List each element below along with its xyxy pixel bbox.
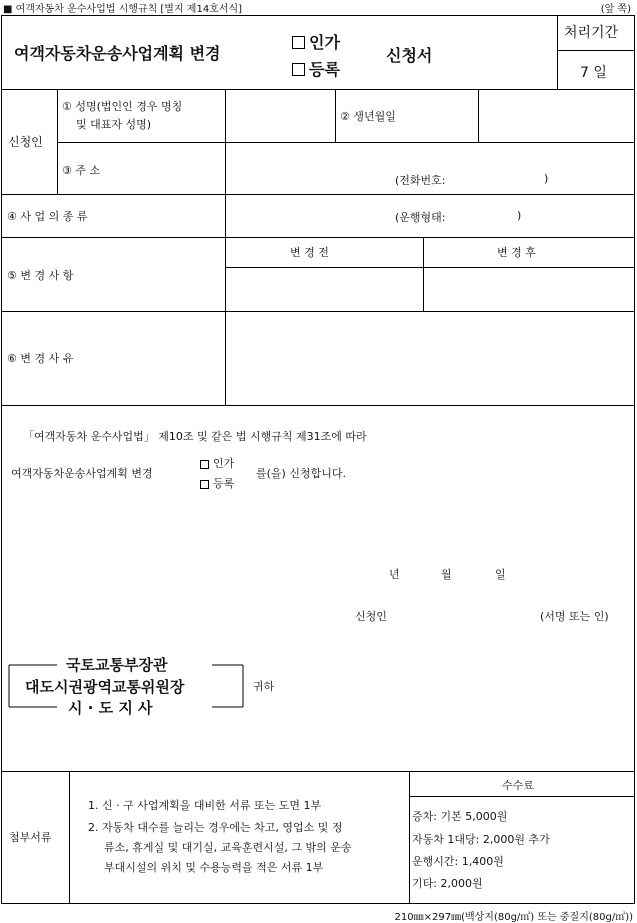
attachment-item-2-cont2: 부대시설의 위치 및 수용능력을 적은 서류 1부 [104,861,324,874]
paper-spec: 210㎜×297㎜(백상지(80g/㎡) 또는 중질지(80g/㎡)) [394,912,633,923]
statement-option-registration[interactable]: 등록 [200,475,234,491]
checkbox-icon [200,480,209,489]
title-option-registration[interactable]: 등록 [292,57,340,80]
after-change-label: 변 경 후 [497,246,536,259]
statement-line2-prefix: 여객자동차운송사업계획 변경 [11,467,153,480]
applicant-section-label: 신청인 [8,135,43,149]
signature-note: (서명 또는 인) [540,610,609,623]
birth-field[interactable] [481,92,631,140]
form-title: 여객자동차운송사업계획 변경 [14,44,221,63]
business-type-label: ④ 사 업 의 종 류 [7,210,88,223]
name-label-sub: 및 대표자 성명) [76,118,152,131]
phone-label: (전화번호: [395,174,446,187]
attachment-item-2-cont: 류소, 휴게실 및 대기실, 교육훈련시설, 그 밖의 운송 [104,841,352,854]
recipient-suffix: 귀하 [253,680,275,693]
date-day: 일 [495,568,506,581]
checkbox-icon [200,460,209,469]
before-change-field[interactable] [228,270,420,308]
name-field[interactable] [228,92,332,140]
attachment-item-1: 1. 신 · 구 사업계획을 대비한 서류 또는 도면 1부 [88,799,322,812]
change-items-label: ⑤ 변 경 사 항 [7,269,74,282]
date-year: 년 [389,568,400,581]
operation-type-label: (운행형태: [395,211,446,224]
checkbox-icon [292,63,305,76]
birth-label: ② 생년월일 [340,110,396,123]
fee-line-4: 기타: 2,000원 [412,877,483,890]
change-reason-label: ⑥ 변 경 사 유 [7,352,74,365]
title-suffix: 신청서 [386,46,433,65]
after-change-field[interactable] [426,270,632,308]
page-side: (앞 쪽) [600,4,631,15]
statement-option-approval[interactable]: 인가 [200,455,234,471]
attachment-item-2: 2. 자동차 대수를 늘리는 경우에는 차고, 영업소 및 정 [88,821,343,834]
name-label: ① 성명(법인인 경우 명칭 [62,100,183,113]
fee-label: 수수료 [502,779,534,792]
form-reference: ■ 여객자동차 운수사업법 시행규칙 [별지 제14호서식] [3,4,243,15]
phone-close: ) [544,172,549,185]
fee-line-3: 운행시간: 1,400원 [412,855,504,868]
change-reason-field[interactable] [228,314,632,402]
title-option-approval[interactable]: 인가 [292,30,340,53]
before-change-label: 변 경 전 [290,246,329,259]
recipient-commission: 대도시권광역교통위원장 [25,678,185,696]
checkbox-icon [292,36,305,49]
date-month: 월 [441,568,452,581]
processing-period-label: 처리기간 [564,25,619,41]
fee-line-2: 자동차 1대당: 2,000원 추가 [412,833,550,846]
fee-line-1: 증차: 기본 5,000원 [412,810,508,823]
statement-line1: 「여객자동차 운수사업법」 제10조 및 같은 법 시행규칙 제31조에 따라 [23,430,367,443]
statement-line2-suffix: 를(을) 신청합니다. [256,467,346,480]
address-label: ③ 주 소 [62,164,101,177]
attachments-label: 첨부서류 [9,831,52,844]
operation-type-close: ) [517,209,522,222]
recipient-governor: 시 · 도 지 사 [68,699,153,717]
signature-label: 신청인 [355,610,387,623]
recipient-minister: 국토교통부장관 [66,656,168,674]
processing-period-value: 7 일 [580,65,607,81]
